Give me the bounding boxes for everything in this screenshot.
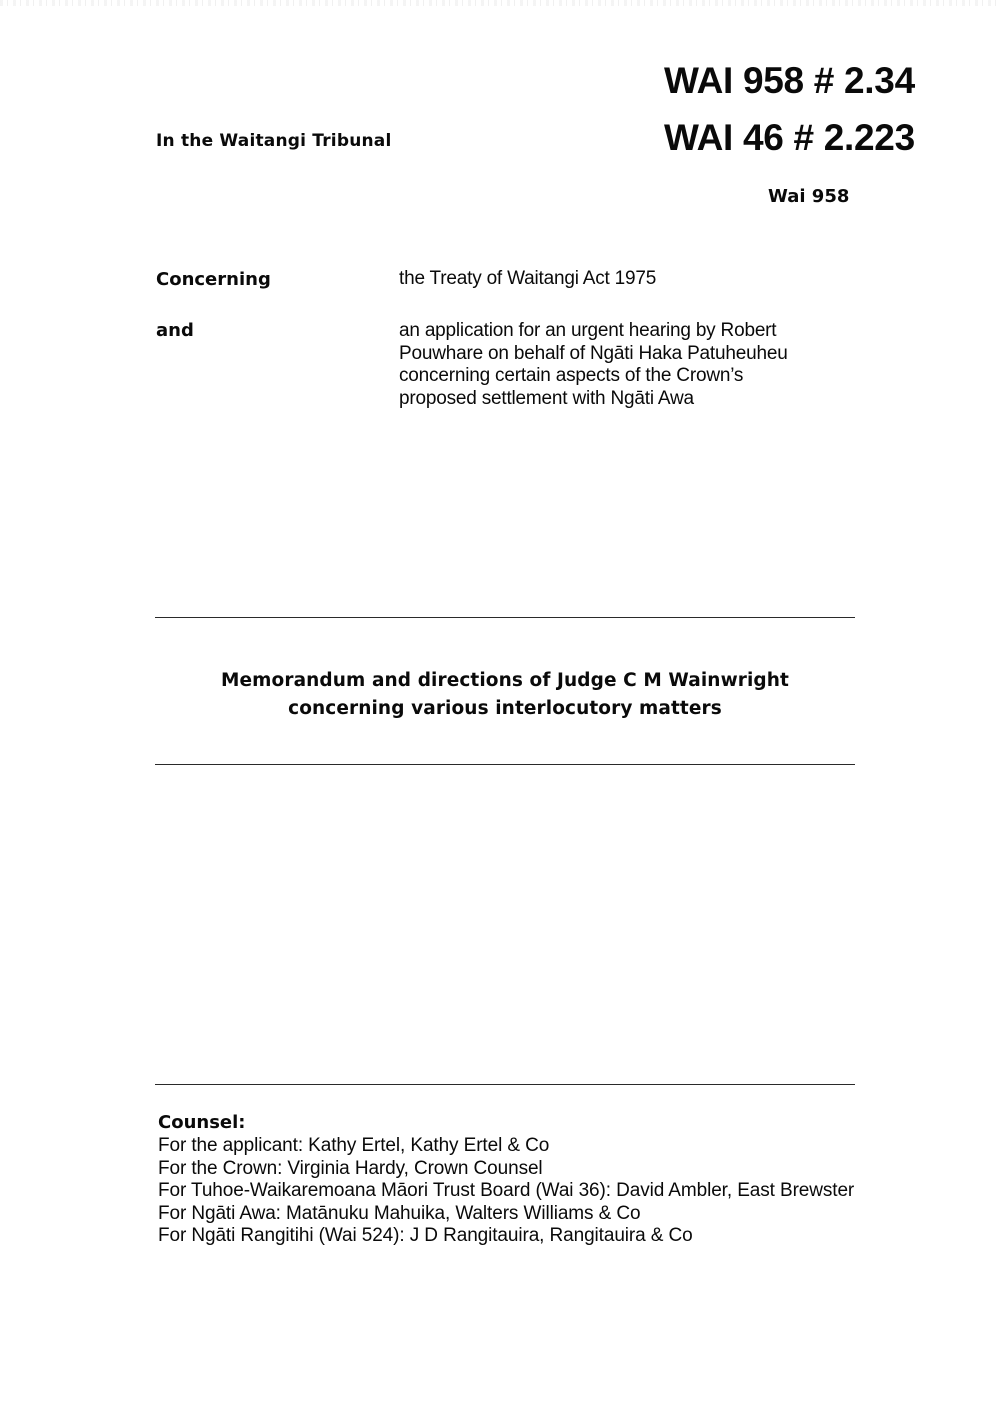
application-line: proposed settlement with Ngāti Awa — [399, 387, 694, 409]
document-reference-secondary: WAI 46 # 2.223 — [664, 117, 915, 158]
counsel-entry-applicant: For the applicant: Kathy Ertel, Kathy Ertel & Co — [158, 1135, 550, 1156]
application-line: concerning certain aspects of the Crown’s — [399, 365, 744, 386]
memorandum-title-line: concerning various interlocutory matters — [288, 698, 722, 719]
counsel-entry-ngati-rangitihi: For Ngāti Rangitihi (Wai 524): J D Rangitauira, Rangitauira & Co — [158, 1225, 693, 1246]
tribunal-name: In the Waitangi Tribunal — [156, 131, 392, 151]
counsel-entry-ngati-awa: For Ngāti Awa: Matānuku Mahuika, Walters Williams & Co — [158, 1202, 641, 1224]
divider-rule-middle — [155, 764, 855, 765]
application-description — [399, 320, 869, 410]
application-line: Pouwhare on behalf of Ngāti Haka Patuheuheu — [399, 342, 788, 364]
counsel-heading: Counsel: — [158, 1112, 246, 1133]
claim-number: Wai 958 — [768, 186, 850, 207]
divider-rule-top — [155, 617, 855, 618]
divider-rule-bottom — [155, 1084, 855, 1085]
counsel-entry-tuhoe-waikaremoana: For Tuhoe-Waikaremoana Māori Trust Board (Wai 36): David Ambler, East Brewster — [158, 1180, 855, 1201]
scan-artifact-edge — [0, 0, 1000, 6]
and-label: and — [156, 320, 194, 341]
memorandum-title — [155, 667, 855, 723]
document-reference-primary: WAI 958 # 2.34 — [664, 60, 915, 101]
application-line: an application for an urgent hearing by Robert — [399, 320, 777, 341]
counsel-section — [158, 1111, 858, 1248]
concerning-text: the Treaty of Waitangi Act 1975 — [399, 268, 657, 289]
concerning-label: Concerning — [156, 269, 271, 290]
memorandum-title-line: Memorandum and directions of Judge C M Wainwright — [221, 670, 789, 691]
counsel-entry-crown: For the Crown: Virginia Hardy, Crown Counsel — [158, 1157, 543, 1179]
